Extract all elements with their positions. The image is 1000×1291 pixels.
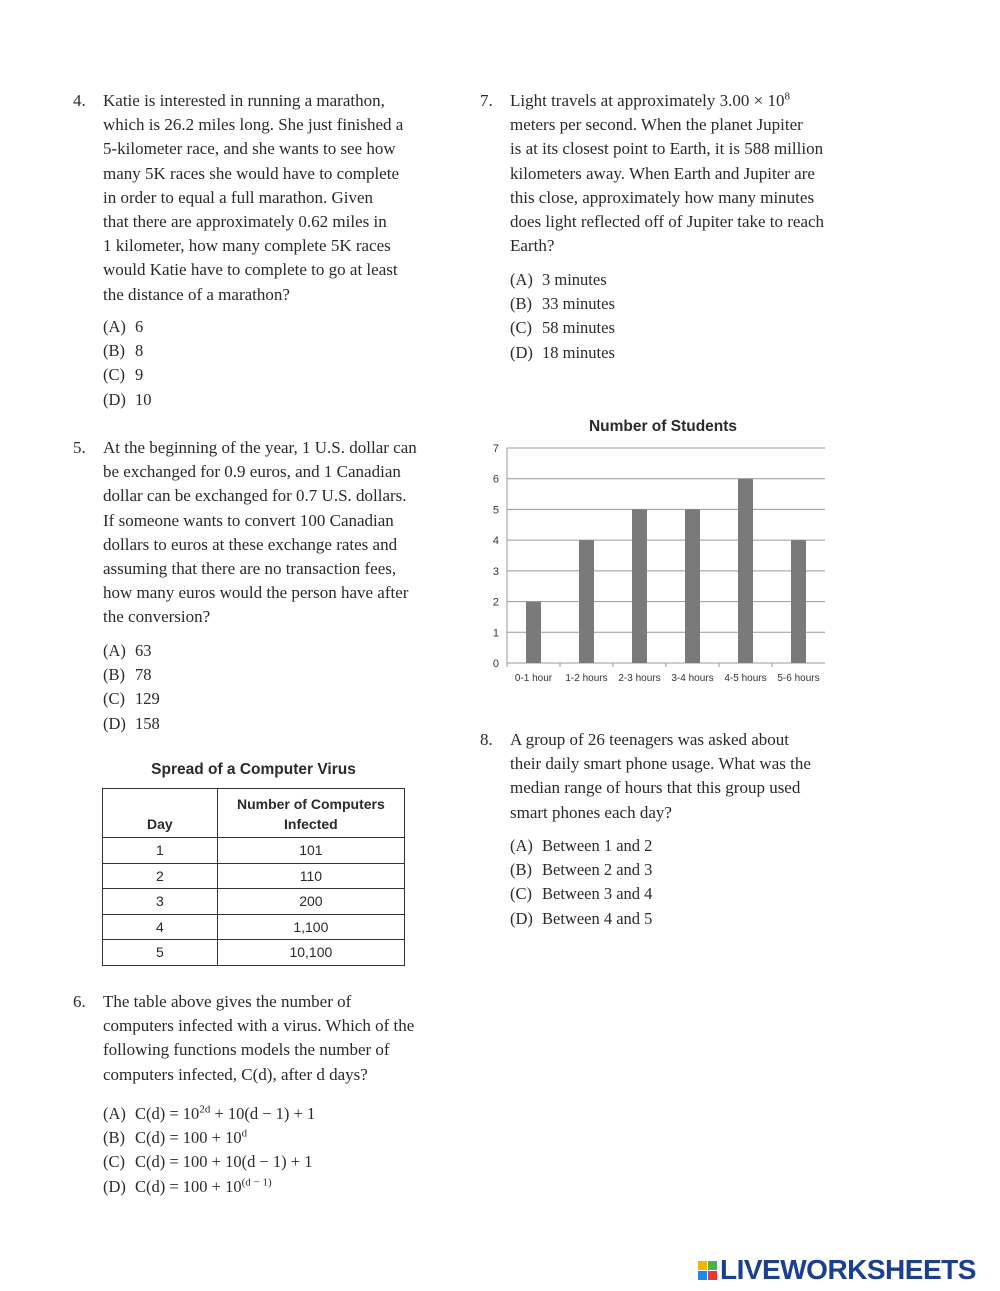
y-tick-label: 1 xyxy=(492,627,499,640)
table-cell: 2 xyxy=(103,863,218,889)
text-line: smart phones each day? xyxy=(510,802,672,822)
question-text xyxy=(103,89,403,307)
option-c[interactable]: (C) Between 3 and 4 xyxy=(510,884,653,904)
y-tick-label: 6 xyxy=(492,473,499,486)
option-c[interactable]: (C) 129 xyxy=(103,689,160,709)
question-7 xyxy=(480,89,880,374)
logo-square xyxy=(698,1271,707,1280)
text-line: which is 26.2 miles long. She just finished a xyxy=(103,115,404,135)
table-row xyxy=(103,863,405,889)
text-line: At the beginning of the year, 1 U.S. dollar can xyxy=(103,438,417,457)
text-line: Katie is interested in running a marathon, xyxy=(103,91,385,110)
bar xyxy=(526,602,541,663)
x-tick-label: 0-1 hour xyxy=(514,673,553,684)
text-line: many 5K races she would have to complete xyxy=(103,163,399,183)
text-line: following functions models the number of xyxy=(103,1040,390,1060)
answer-options xyxy=(510,268,615,365)
question-4 xyxy=(73,89,453,419)
option-c[interactable]: (C) 58 minutes xyxy=(510,318,615,338)
question-number: 6. xyxy=(73,992,86,1011)
question-5 xyxy=(73,436,458,736)
chart-title: Number of Students xyxy=(588,418,738,435)
option-d[interactable]: (D) Between 4 and 5 xyxy=(510,908,653,928)
option-d[interactable]: (D) $C(d) = 100 + 10^{(d - 1)}$ xyxy=(103,1176,272,1196)
option-b[interactable]: (B) 8 xyxy=(103,341,144,361)
option-b[interactable]: (B) Between 2 and 3 xyxy=(510,860,653,880)
text-line: assuming that there are no transaction fees, xyxy=(103,559,397,579)
option-a[interactable]: (A) $C(d) = 10^{2d} + 10(d - 1) + 1$ xyxy=(103,1103,316,1123)
option-b[interactable]: (B) 78 xyxy=(103,665,152,685)
bar xyxy=(791,540,806,663)
question-6 xyxy=(73,990,458,1205)
option-b[interactable]: (B) 33 minutes xyxy=(510,294,615,314)
option-a[interactable]: (A) Between 1 and 2 xyxy=(510,836,653,855)
text-line: this close, approximately how many minutes xyxy=(510,187,815,207)
answer-options xyxy=(510,834,652,931)
question-number: 5. xyxy=(73,438,86,457)
text-line: Light travels at approximately $3.00 \times 10^8$ xyxy=(510,90,790,110)
table-row xyxy=(103,889,405,915)
students-bar-chart xyxy=(480,410,840,695)
logo-icon xyxy=(698,1261,717,1280)
bar xyxy=(685,509,700,663)
answer-options xyxy=(103,1102,315,1199)
y-tick-label: 0 xyxy=(492,658,499,670)
question-8 xyxy=(480,728,880,938)
table-cell: 1,100 xyxy=(217,914,404,940)
text-line: their daily smart phone usage. What was the xyxy=(510,754,811,774)
option-a[interactable]: (A) 6 xyxy=(103,317,144,336)
y-tick-label: 7 xyxy=(492,443,499,455)
x-tick-label: 2-3 hours xyxy=(618,673,661,684)
header-day: Day xyxy=(103,789,218,838)
bar xyxy=(632,509,647,663)
option-d[interactable]: (D) 10 xyxy=(103,389,152,409)
text-line: in order to equal a full marathon. Given xyxy=(103,187,374,207)
question-number: 4. xyxy=(73,91,86,110)
table-row xyxy=(103,940,405,966)
table-cell: 4 xyxy=(103,914,218,940)
text-line: the distance of a marathon? xyxy=(103,284,290,304)
text-line: the conversion? xyxy=(103,607,211,627)
logo-square xyxy=(708,1271,717,1280)
text-line: that there are approximately 0.62 miles in xyxy=(103,212,387,232)
option-d[interactable]: (D) 158 xyxy=(103,713,160,733)
answer-options xyxy=(103,315,152,412)
question-number: 7. xyxy=(480,91,493,110)
virus-table xyxy=(102,788,405,966)
table-cell: 101 xyxy=(217,838,404,864)
table-header-row xyxy=(103,789,405,838)
question-text xyxy=(103,990,414,1087)
text-line: dollars to euros at these exchange rates and xyxy=(103,534,398,554)
x-tick-label: 4-5 hours xyxy=(724,673,767,684)
option-c[interactable]: (C) C(d) = 100 + 10(d − 1) + 1 xyxy=(103,1152,313,1172)
table-cell: 3 xyxy=(103,889,218,915)
text-line: computers infected with a virus. Which of the xyxy=(103,1016,415,1036)
option-b[interactable]: (B) $C(d) = 100 + 10^d$ xyxy=(103,1127,248,1148)
option-d[interactable]: (D) 18 minutes xyxy=(510,342,615,362)
chart-y-ticks xyxy=(493,443,499,670)
table-cell: 110 xyxy=(217,863,404,889)
text-line: how many euros would the person have after xyxy=(103,583,409,603)
text-line: computers infected, C(d), after d days? xyxy=(103,1064,368,1084)
text-line: kilometers away. When Earth and Jupiter are xyxy=(510,163,815,183)
table-row xyxy=(103,914,405,940)
text-line: dollar can be exchanged for 0.7 U.S. dollars. xyxy=(103,486,407,506)
y-tick-label: 5 xyxy=(492,504,499,517)
text-line: Earth? xyxy=(510,236,555,256)
table-cell: 200 xyxy=(217,889,404,915)
liveworksheets-logo[interactable] xyxy=(698,1252,976,1288)
y-tick-label: 4 xyxy=(492,535,499,548)
text-line: The table above gives the number of xyxy=(103,992,352,1011)
x-tick-label: 3-4 hours xyxy=(671,673,714,684)
text-line: is at its closest point to Earth, it is 588 million xyxy=(510,139,824,159)
chart-grid xyxy=(507,448,825,663)
bar xyxy=(738,479,753,663)
table-cell: 10,100 xyxy=(217,940,404,966)
text-line: 1 kilometer, how many complete 5K races xyxy=(103,236,391,256)
text-line: does light reflected off of Jupiter take to reach xyxy=(510,212,825,232)
question-number: 8. xyxy=(480,730,493,749)
table-title: Spread of a Computer Virus xyxy=(151,761,356,778)
question-text xyxy=(103,436,417,630)
table-cell: 5 xyxy=(103,940,218,966)
bar xyxy=(579,540,594,663)
table-row xyxy=(103,838,405,864)
text-line: meters per second. When the planet Jupiter xyxy=(510,115,803,135)
chart-x-ticks xyxy=(507,663,820,684)
option-c[interactable]: (C) 9 xyxy=(103,365,144,385)
x-tick-label: 1-2 hours xyxy=(565,673,608,684)
y-tick-label: 3 xyxy=(492,565,499,578)
y-tick-label: 2 xyxy=(492,596,499,609)
option-a[interactable]: (A) 3 minutes xyxy=(510,270,607,289)
question-text xyxy=(510,728,811,825)
table-cell: 1 xyxy=(103,838,218,864)
answer-options xyxy=(103,639,160,736)
question-text xyxy=(510,89,824,258)
header-computers: Number of Computers Infected xyxy=(217,789,404,838)
logo-square xyxy=(708,1261,717,1270)
x-tick-label: 5-6 hours xyxy=(777,673,820,684)
logo-square xyxy=(698,1261,707,1270)
text-line: A group of 26 teenagers was asked about xyxy=(510,730,790,749)
logo-text: LIVEWORKSHEETS xyxy=(720,1254,976,1285)
text-line: 5-kilometer race, and she wants to see how xyxy=(103,139,396,159)
text-line: If someone wants to convert 100 Canadian xyxy=(103,510,394,530)
text-line: be exchanged for 0.9 euros, and 1 Canadian xyxy=(103,462,401,482)
text-line: would Katie have to complete to go at least xyxy=(103,260,398,280)
option-a[interactable]: (A) 63 xyxy=(103,641,152,660)
text-line: median range of hours that this group used xyxy=(510,778,801,798)
